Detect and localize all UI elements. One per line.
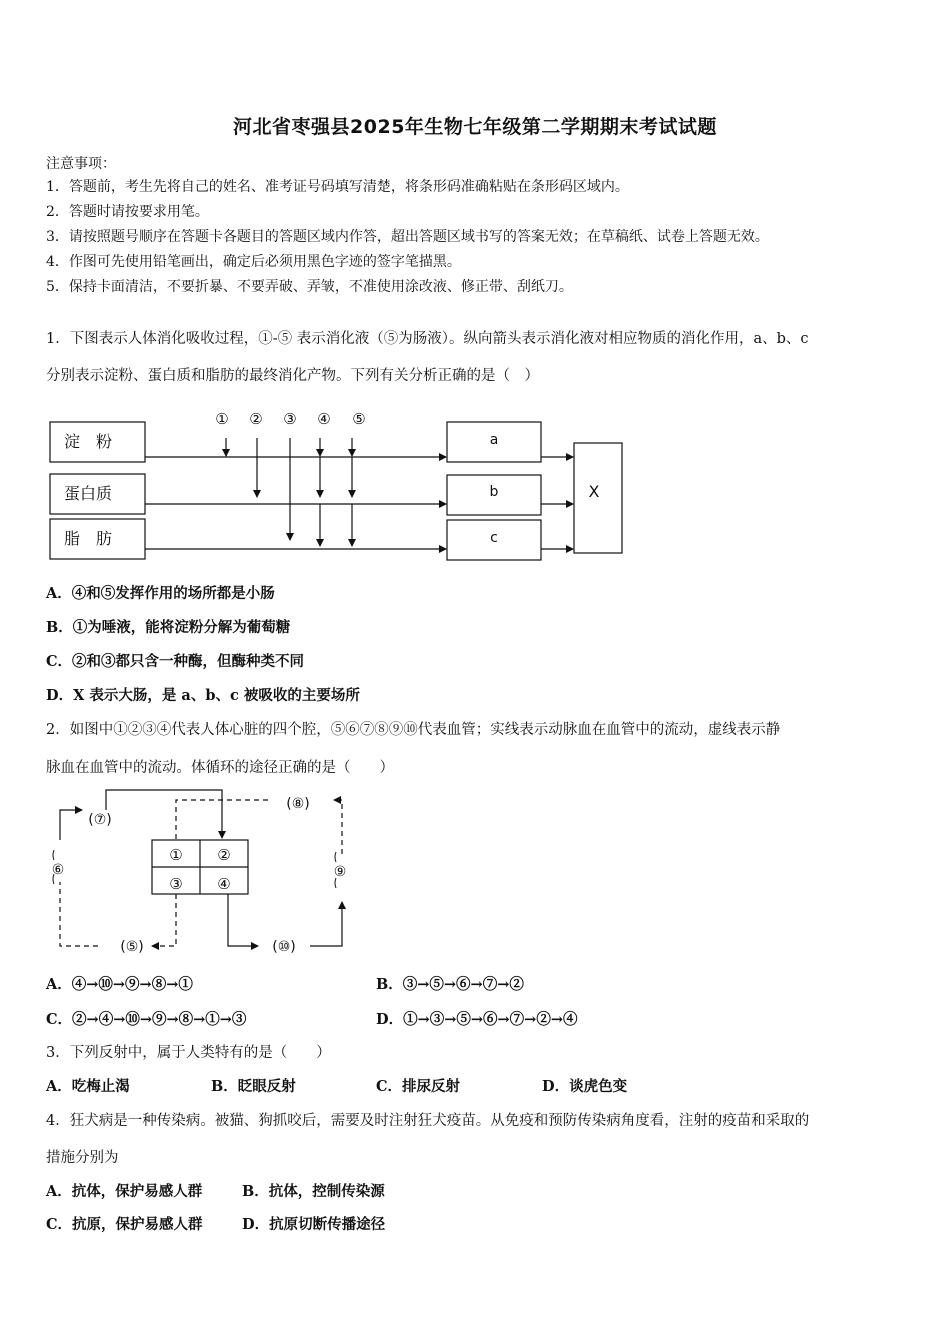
vessel-9-label: ⑨	[333, 864, 347, 880]
vessel-7-to-2	[106, 790, 222, 838]
q1-option-a[interactable]: A．④和⑤发挥作用的场所都是小肠	[46, 585, 275, 602]
q3-option-d[interactable]: D．谈虎色变	[542, 1078, 628, 1095]
notice-item: 1．答题前，考生先将自己的姓名、准考证号码填写清楚，将条形码准确粘贴在条形码区域内。	[46, 179, 629, 195]
q2-option-d[interactable]: D．①→③→⑤→⑥→⑦→②→④	[376, 1011, 578, 1028]
notice-item: 3．请按照题号顺序在答题卡各题目的答题区域内作答，超出答题区域书写的答案无效；在草稿纸、试卷上答题无效。	[46, 229, 769, 245]
q1-digestion-diagram	[0, 400, 700, 570]
juice-3-label: ③	[283, 410, 297, 428]
q2-stem-line1: 2．如图中①②③④代表人体心脏的四个腔，⑤⑥⑦⑧⑨⑩代表血管；实线表示动脉血在血管中的流动，虚线表示静	[46, 722, 781, 738]
vessel-5-to-6	[60, 882, 98, 946]
product-b-label: b	[489, 484, 499, 500]
juice-4-label: ④	[317, 410, 331, 428]
q3-option-c[interactable]: C．排尿反射	[376, 1078, 461, 1095]
juice-5-label: ⑤	[352, 410, 366, 428]
chamber-2: ②	[217, 846, 231, 864]
vessel-8-label: (⑧)	[286, 796, 310, 812]
q3-option-a[interactable]: A．吃梅止渴	[46, 1078, 130, 1095]
q2-circulation-diagram	[0, 780, 420, 965]
chamber-3: ③	[169, 875, 183, 893]
q4-option-d[interactable]: D．抗原切断传播途径	[242, 1216, 386, 1233]
vessel-3-to-5	[152, 894, 176, 946]
q2-option-b[interactable]: B．③→⑤→⑥→⑦→②	[376, 976, 524, 993]
vessel-6-7-solid	[60, 810, 82, 840]
q1-option-b[interactable]: B．①为唾液，能将淀粉分解为葡萄糖	[46, 619, 291, 636]
vessel-6-label: ⑥	[51, 862, 65, 878]
q2-stem-line2: 脉血在血管中的流动。体循环的途径正确的是（ ）	[46, 760, 394, 776]
vessel-7-label: (⑦)	[88, 812, 112, 828]
q1-option-d[interactable]: D．X 表示大肠，是 a、b、c 被吸收的主要场所	[46, 687, 360, 704]
vessel-10-label: (⑩)	[272, 939, 296, 955]
q4-stem-line1: 4．狂犬病是一种传染病。被猫、狗抓咬后，需要及时注射狂犬疫苗。从免疫和预防传染病角度看，注射的疫苗和采取的	[46, 1113, 810, 1129]
q4-option-c[interactable]: C．抗原，保护易感人群	[46, 1216, 203, 1233]
chamber-4: ④	[217, 875, 231, 893]
juice-1-label: ①	[215, 410, 229, 428]
notice-list	[46, 178, 769, 303]
q4-option-a[interactable]: A．抗体，保护易感人群	[46, 1183, 203, 1200]
product-c-label: c	[490, 530, 498, 546]
q1-option-c[interactable]: C．②和③都只含一种酶，但酶种类不同	[46, 653, 305, 670]
fat-label: 脂 肪	[64, 529, 113, 548]
q1-stem-line2: 分别表示淀粉、蛋白质和脂肪的最终消化产物。下列有关分析正确的是（ ）	[46, 368, 539, 384]
notice-item: 4．作图可先使用铅笔画出，确定后必须用黑色字迹的签字笔描黑。	[46, 254, 461, 270]
q3-option-b[interactable]: B．眨眼反射	[211, 1078, 296, 1095]
page-title: 河北省枣强县2025年生物七年级第二学期期末考试试题	[233, 116, 717, 138]
vessel-9-to-8	[334, 800, 342, 854]
chamber-1: ①	[169, 846, 183, 864]
product-a-label: a	[489, 432, 499, 448]
q4-stem-line2: 措施分别为	[46, 1150, 119, 1166]
q3-stem: 3．下列反射中，属于人类特有的是（ ）	[46, 1045, 331, 1061]
q4-option-b[interactable]: B．抗体，控制传染源	[242, 1183, 385, 1200]
protein-label: 蛋白质	[64, 484, 113, 503]
vessel-5-label: (⑤)	[120, 939, 144, 955]
x-label: X	[588, 482, 600, 501]
vessel-4-to-10	[228, 894, 258, 946]
vessel-10-to-9	[310, 902, 342, 946]
notice-item: 5．保持卡面清洁，不要折暴、不要弄破、弄皱，不准使用涂改液、修正带、刮纸刀。	[46, 279, 573, 295]
q2-option-a[interactable]: A．④→⑩→⑨→⑧→①	[46, 976, 193, 993]
juice-2-label: ②	[249, 410, 263, 428]
notice-item: 2．答题时请按要求用笔。	[46, 204, 209, 220]
q1-stem-line1: 1．下图表示人体消化吸收过程，①-⑤ 表示消化液（⑤为肠液）。纵向箭头表示消化液对相应物质的消化作用，a、b、c	[46, 331, 809, 347]
notice-heading: 注意事项：	[46, 156, 116, 172]
starch-label: 淀 粉	[64, 432, 113, 451]
q2-option-c[interactable]: C．②→④→⑩→⑨→⑧→①→③	[46, 1011, 247, 1028]
